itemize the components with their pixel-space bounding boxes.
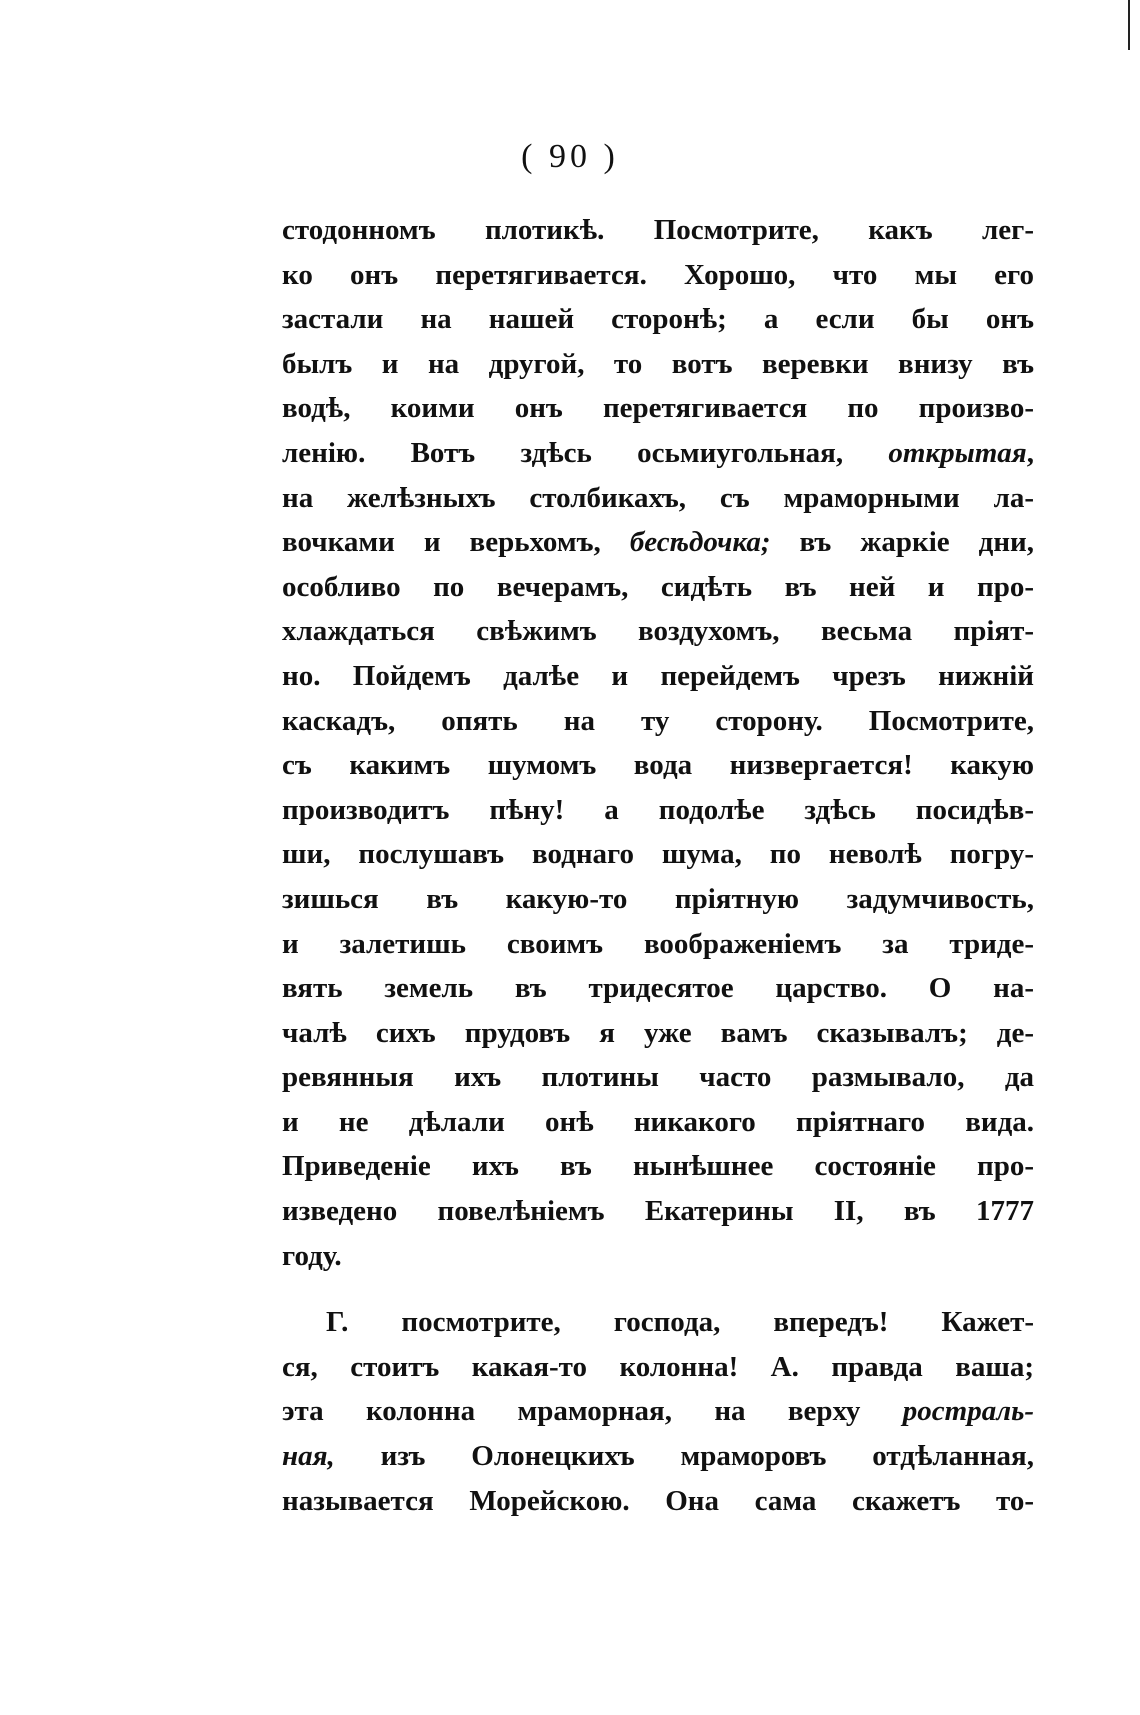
text-line: Г. посмотрите, господа, впередъ! Кажет- [326, 1306, 1034, 1339]
text-line: съ какимъ шумомъ вода низвергается! какую [282, 749, 1034, 782]
text-line: былъ и на другой, то вотъ веревки внизу въ [282, 347, 1034, 380]
italic-term: открытая [888, 436, 1027, 469]
text-line [282, 520, 1034, 565]
text-line: водѣ, коими онъ перетягивается по произво- [282, 392, 1034, 425]
text-line: и не дѣлали онѣ никакого пріятнаго вида. [282, 1105, 1034, 1138]
text-line: застали на нашей сторонѣ; а если бы онъ [282, 303, 1034, 336]
page-body-text [282, 208, 1034, 1523]
page-number: ( 90 ) [521, 138, 619, 175]
text-line: на желѣзныхъ столбикахъ, съ мраморными ла- [282, 481, 1034, 514]
text-line [282, 1389, 1034, 1434]
italic-term: бесѣдочка; [629, 526, 771, 559]
text-line: чалѣ сихъ прудовъ я уже вамъ сказывалъ; де- [282, 1016, 1034, 1049]
text-segment: изъ Олонецкихъ мраморовъ отдѣланная, [334, 1440, 1034, 1473]
text-line: Приведеніе ихъ въ нынѣшнее состояніе про- [282, 1150, 1034, 1183]
text-line: вять земель въ тридесятое царство. О на- [282, 972, 1034, 1005]
text-line: изведено повелѣніемъ Екатерины II, въ 1777 [282, 1195, 1034, 1228]
text-segment: въ жаркіе дни, [770, 526, 1034, 559]
text-line: ко онъ перетягивается. Хорошо, что мы его [282, 258, 1034, 291]
text-line [282, 1434, 1034, 1479]
text-line: называется Морейскою. Она сама скажетъ то- [282, 1484, 1034, 1517]
text-line [282, 431, 1034, 476]
page-edge-line [1128, 0, 1130, 50]
text-segment: вочками и верьхомъ, [282, 526, 630, 559]
text-line: ревянныя ихъ плотины часто размывало, да [282, 1061, 1034, 1094]
text-line: каскадъ, опять на ту сторону. Посмотрите, [282, 704, 1034, 737]
text-line: году. [282, 1239, 342, 1272]
text-segment: ленію. Вотъ здѣсь осьмиугольная, [282, 436, 889, 469]
text-line: но. Пойдемъ далѣе и перейдемъ чрезъ нижній [282, 659, 1034, 692]
text-line: ши, послушавъ воднаго шума, по неволѣ погру- [282, 838, 1034, 871]
text-line: хлаждаться свѣжимъ воздухомъ, весьма пріят- [282, 615, 1034, 648]
paragraph-gap [282, 1278, 1034, 1300]
text-segment: эта колонна мраморная, на верху [282, 1395, 903, 1428]
italic-term: ростраль- [902, 1395, 1034, 1428]
text-line: особливо по вечерамъ, сидѣть въ ней и про- [282, 570, 1034, 603]
italic-term: ная, [282, 1440, 335, 1473]
text-line: стодонномъ плотикѣ. Посмотрите, какъ лег- [282, 214, 1034, 246]
text-line: ся, стоитъ какая-то колонна! А. правда ваша; [282, 1350, 1034, 1383]
text-line: и залетишь своимъ воображеніемъ за триде- [282, 927, 1034, 960]
text-line: зишься въ какую-то пріятную задумчивость, [282, 882, 1034, 915]
text-segment: , [1026, 436, 1034, 469]
text-line: производитъ пѣну! а подолѣе здѣсь посидѣв- [282, 793, 1034, 826]
